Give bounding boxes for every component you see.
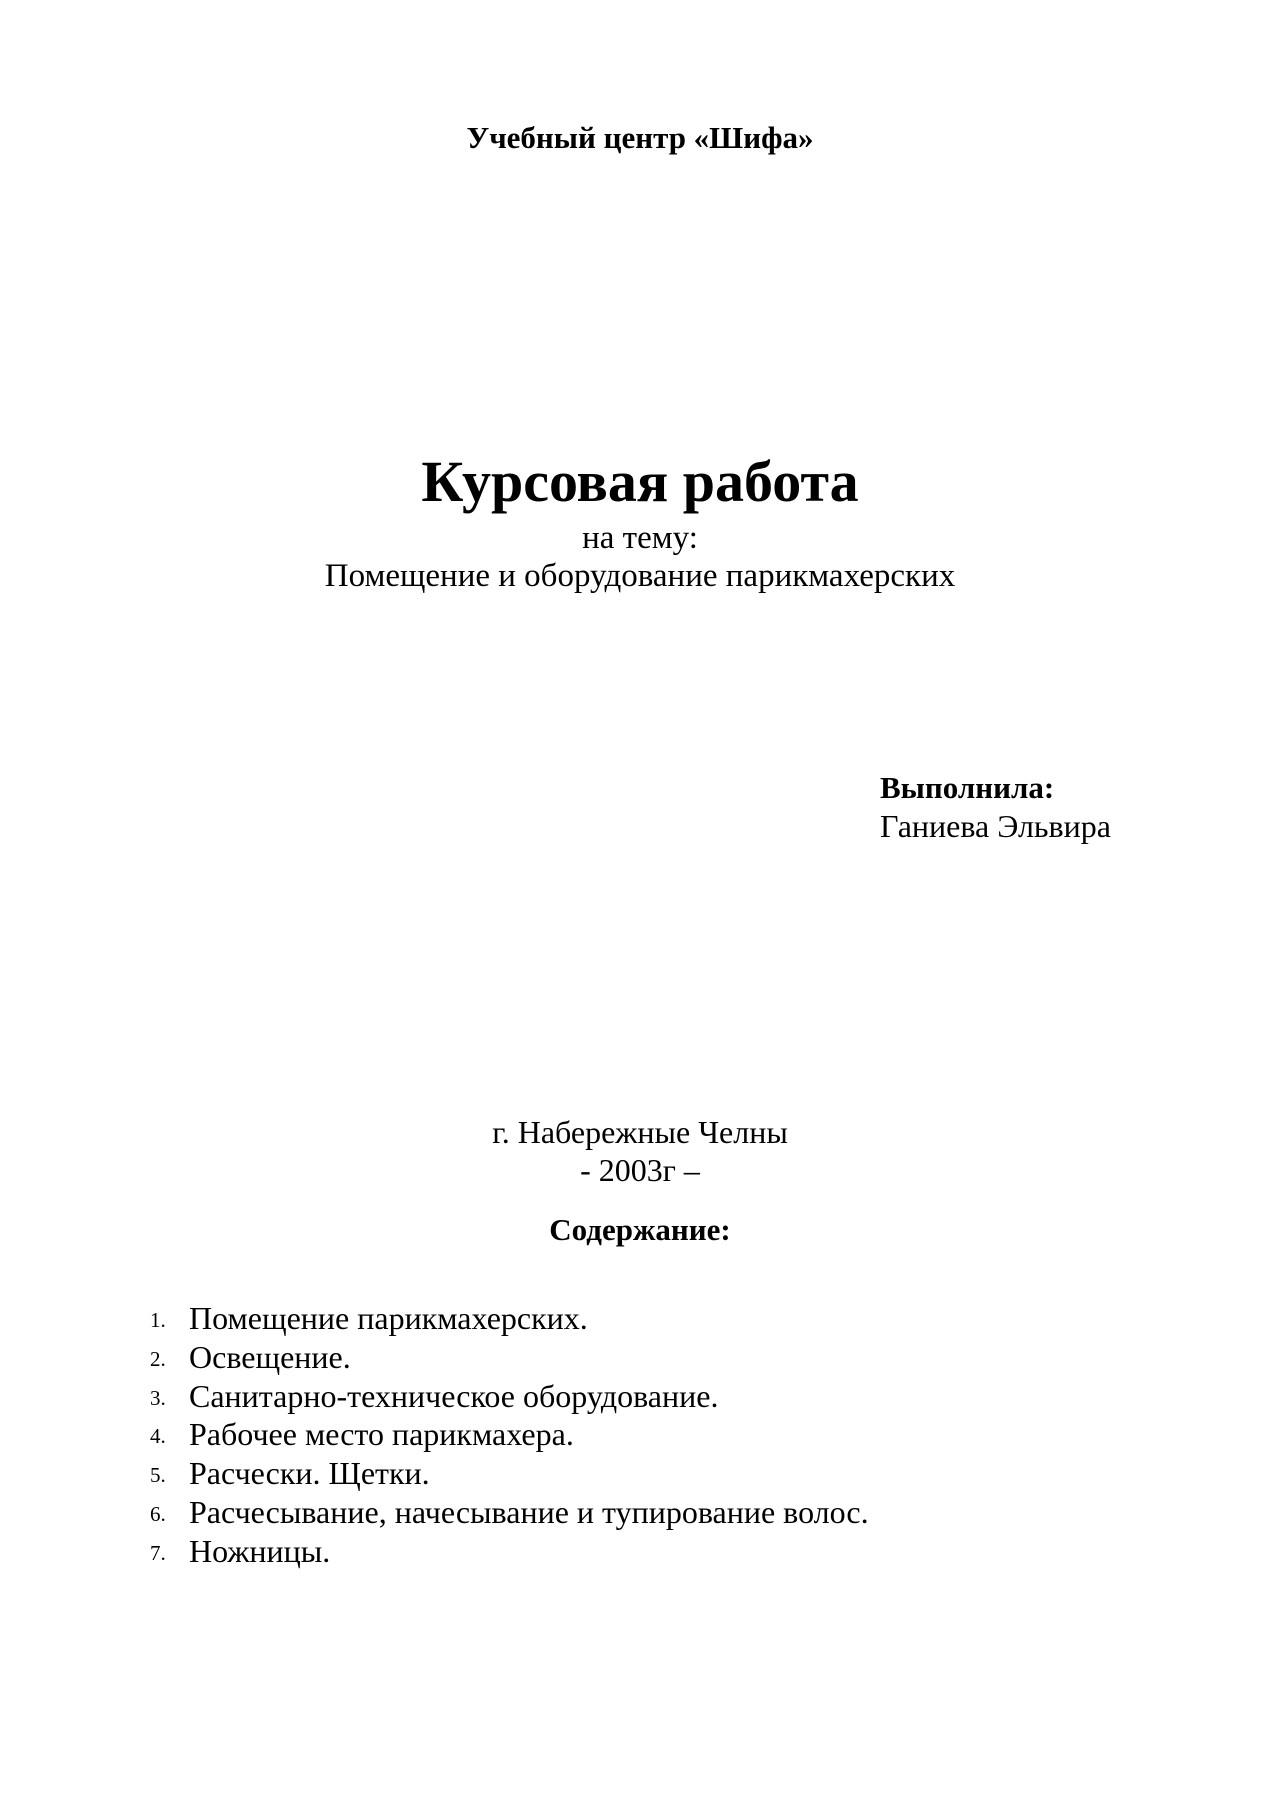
author-name: Ганиева Эльвира [880, 808, 1111, 844]
contents-item [0, 1299, 1280, 1338]
contents-item-text: Санитарно-техническое оборудование. [189, 1377, 719, 1414]
contents-item-number: 2. [150, 1346, 166, 1371]
topic-intro: на тему: [582, 520, 698, 556]
contents-item [0, 1377, 1280, 1416]
contents-item-text: Рабочее место парикмахера. [189, 1416, 574, 1453]
contents-item-number: 5. [150, 1463, 166, 1488]
organization-name: Учебный центр «Шифа» [466, 120, 814, 155]
contents-item-text: Освещение. [189, 1338, 351, 1375]
contents-item [0, 1415, 1280, 1454]
contents-heading: Содержание: [549, 1212, 731, 1247]
contents-item-text: Расчесывание, начесывание и тупирование волос. [189, 1493, 869, 1530]
contents-item-text: Расчески. Щетки. [189, 1455, 430, 1492]
contents-item-number: 1. [150, 1308, 166, 1332]
contents-item [0, 1493, 1280, 1532]
contents-item [0, 1338, 1280, 1377]
contents-list [0, 1299, 1280, 1571]
document-title: Курсовая работа [421, 449, 859, 514]
year: - 2003г – [580, 1152, 700, 1188]
contents-item-text: Помещение парикмахерских. [189, 1300, 588, 1336]
topic-text: Помещение и оборудование парикмахерских [324, 558, 956, 594]
contents-item-text: Ножницы. [189, 1532, 331, 1569]
contents-item [0, 1454, 1280, 1493]
contents-item [0, 1532, 1280, 1571]
contents-item-number: 6. [150, 1501, 166, 1526]
contents-item-number: 7. [150, 1540, 166, 1565]
city: г. Набережные Челны [492, 1114, 788, 1150]
contents-item-number: 4. [150, 1424, 166, 1449]
author-label: Выполнила: [880, 770, 1055, 805]
contents-item-number: 3. [150, 1385, 166, 1410]
